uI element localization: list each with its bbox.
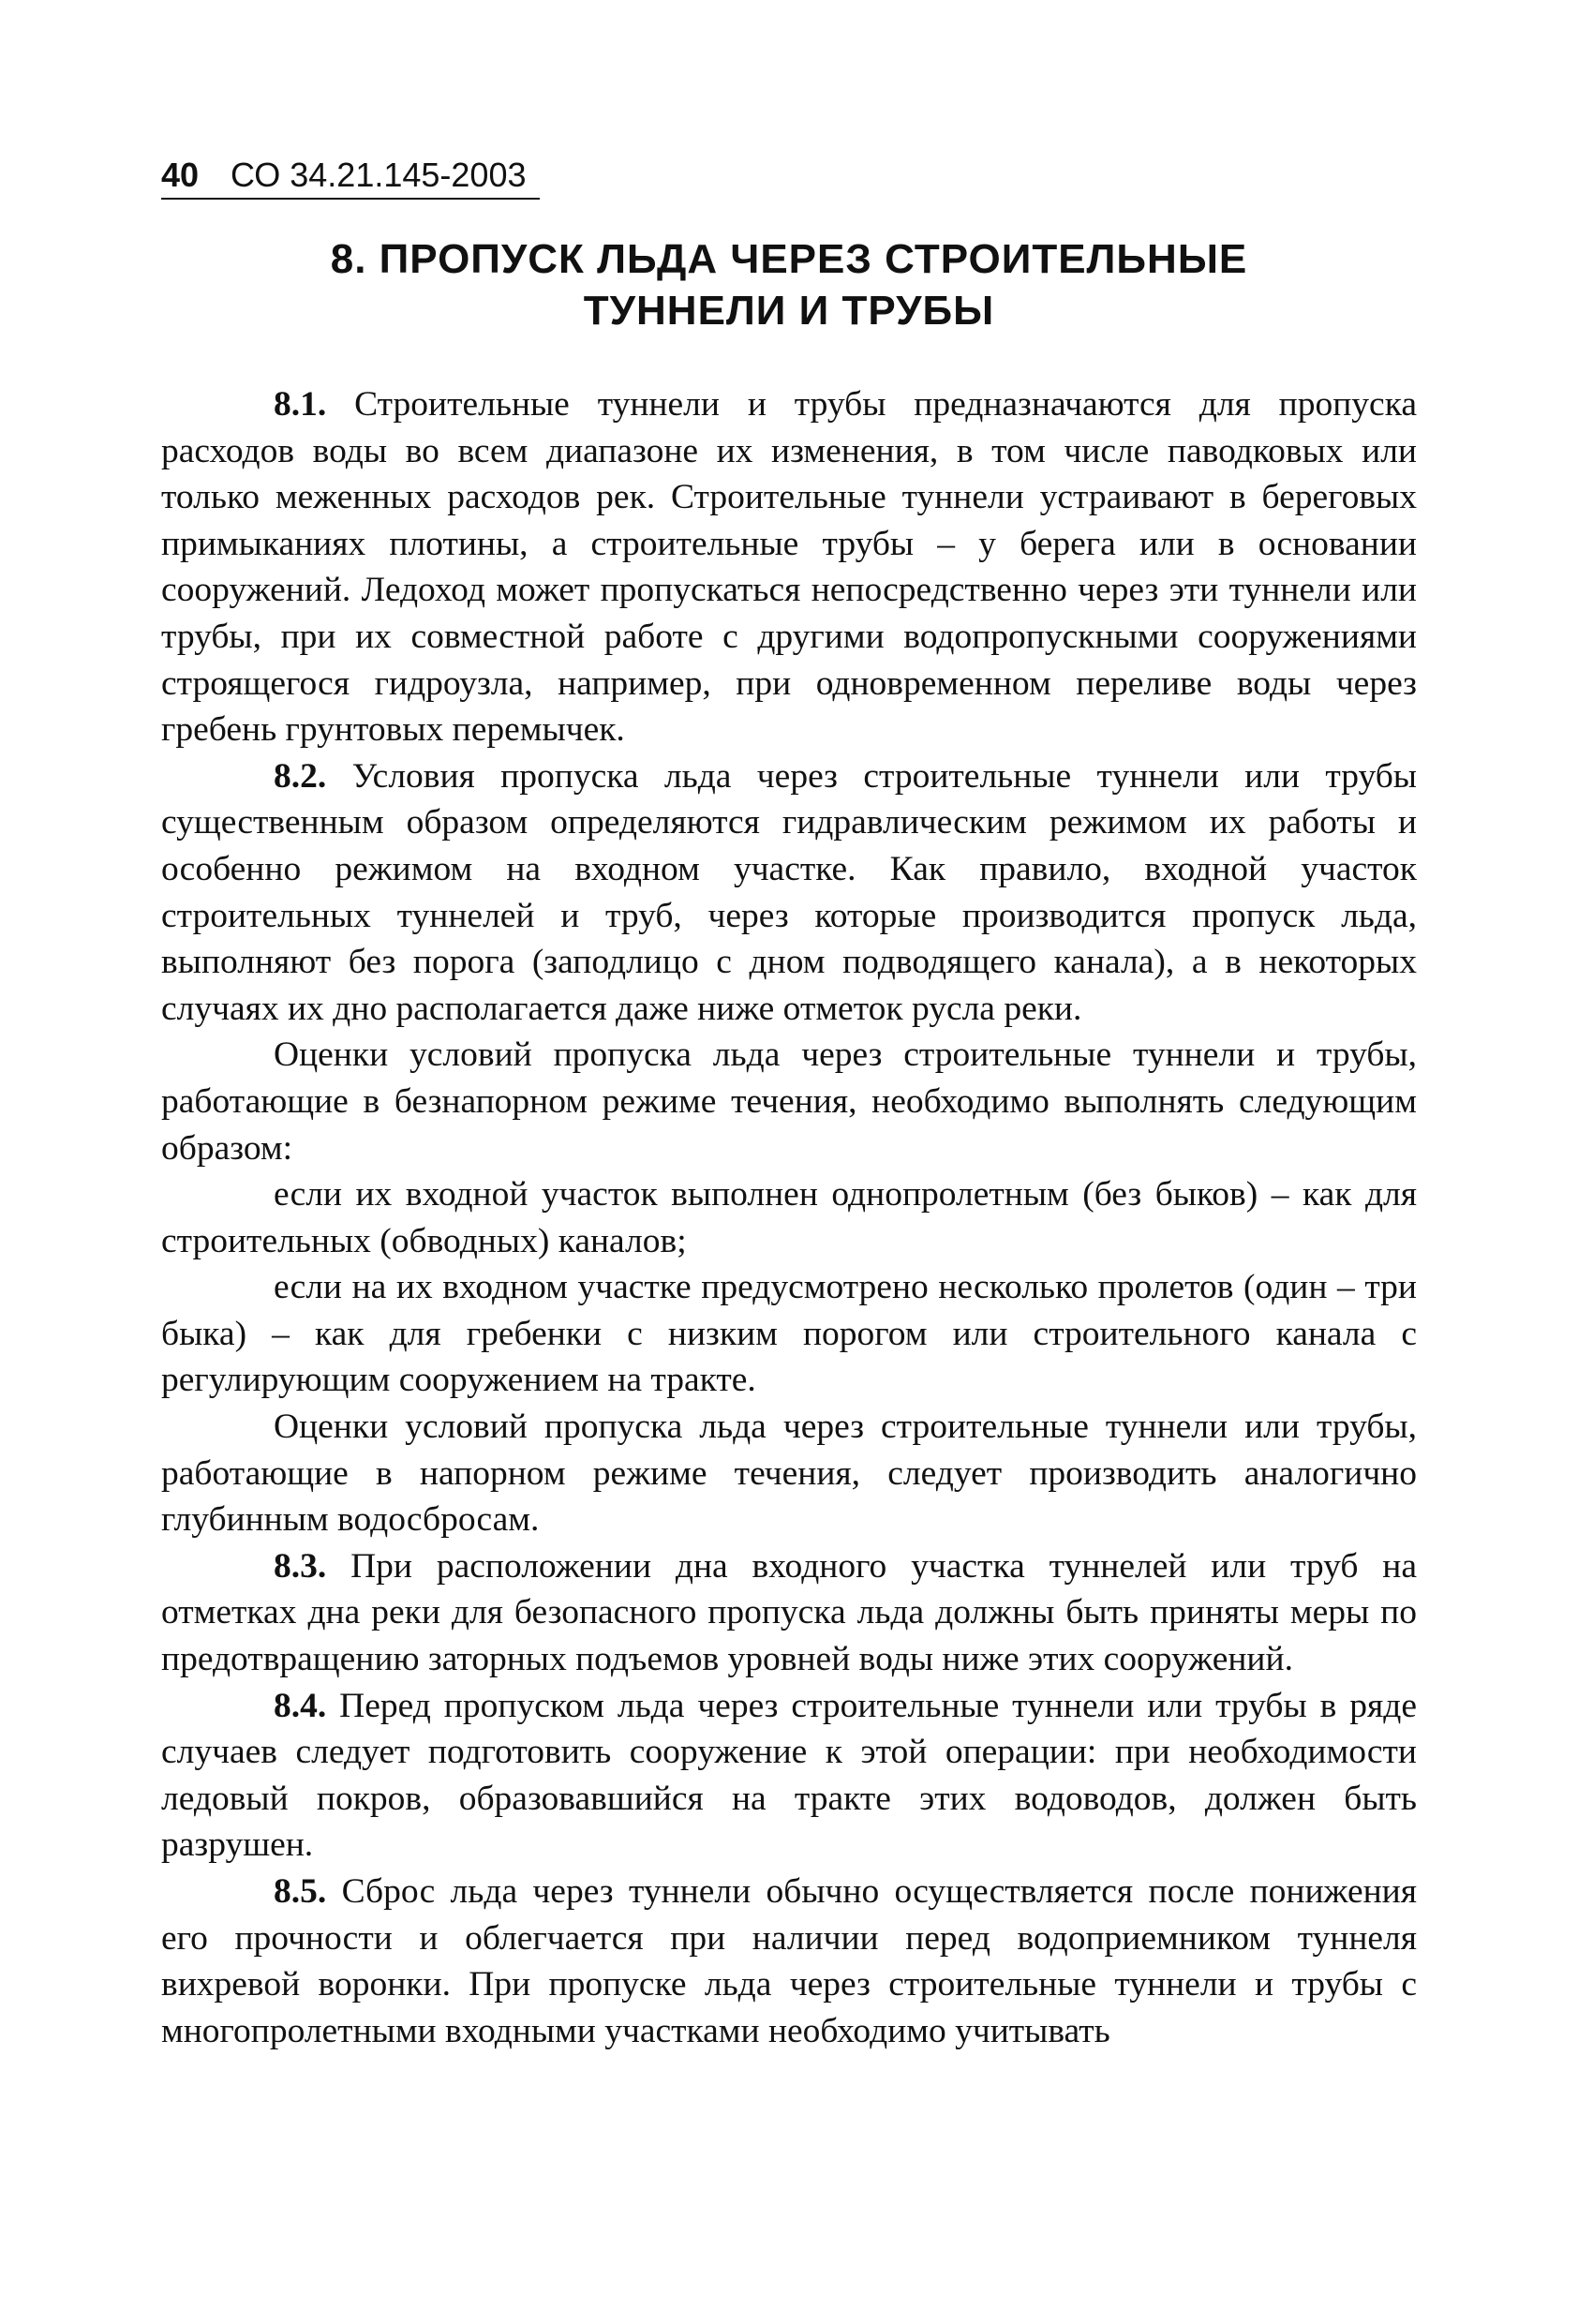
paragraph-text: Условия пропуска льда через строительные туннели или трубы существенным образом определяются гидравлическим режимом их работы и особенно режимом на входном участке. Как правило, входной участок строительных туннелей и труб, через которые производится пропуск льда, выполняют без порога (заподлицо с дном подводящего канала), а в некоторых случаях их дно располагается даже ниже отметок русла реки.	[161, 756, 1417, 1028]
paragraph-pressure-flow-assessment	[161, 1404, 1417, 1543]
paragraph-multi-span	[161, 1264, 1417, 1404]
paragraph-8-5	[161, 1869, 1417, 2054]
paragraph-8-2	[161, 753, 1417, 1033]
section-number: 8.4.	[274, 1686, 327, 1725]
page-number: 40	[161, 156, 200, 194]
document-code: СО 34.21.145-2003	[231, 156, 527, 194]
paragraph-text: если их входной участок выполнен однопролетным (без быков) – как для строительных (обводных) каналов;	[161, 1175, 1417, 1260]
paragraph-text: Сброс льда через туннели обычно осуществляется после понижения его прочности и облегчается при наличии перед водоприемником туннеля вихревой воронки. При пропуске льда через строительные туннели и трубы с многопролетными входными участками необходимо учитывать	[161, 1872, 1417, 2050]
paragraph-8-1	[161, 381, 1417, 753]
paragraph-text: Оценки условий пропуска льда через строительные туннели и трубы, работающие в безнапорном режиме течения, необходимо выполнять следующим образом:	[161, 1035, 1417, 1168]
section-number: 8.3.	[274, 1546, 327, 1586]
chapter-title	[161, 233, 1417, 336]
paragraph-8-4	[161, 1683, 1417, 1869]
document-page	[161, 155, 1417, 2054]
paragraph-free-flow-assessment	[161, 1032, 1417, 1171]
paragraph-text: При расположении дна входного участка туннелей или труб на отметках дна реки для безопасного пропуска льда должны быть приняты меры по предотвращению заторных подъемов уровней воды ниже этих сооружений.	[161, 1546, 1417, 1679]
paragraph-text: Строительные туннели и трубы предназначаются для пропуска расходов воды во всем диапазоне их изменения, в том числе паводковых или только меженных расходов рек. Строительные туннели устраивают в береговых примыканиях плотины, а строительные трубы – у берега или в основании сооружений. Ледоход может пропускаться непосредственно через эти туннели или трубы, при их совместной работе с другими водопропускными сооружениями строящегося гидроузла, например, при одновременном переливе воды через гребень грунтовых перемычек.	[161, 385, 1417, 750]
paragraph-text: Оценки условий пропуска льда через строительные туннели или трубы, работающие в напорном режиме течения, следует производить аналогично глубинным водосбросам.	[161, 1408, 1417, 1540]
paragraph-single-span	[161, 1171, 1417, 1264]
section-number: 8.5.	[274, 1872, 327, 1911]
running-header	[161, 155, 540, 200]
paragraph-text: если на их входном участке предусмотрено несколько пролетов (один – три быка) – как для гребенки с низким порогом или строительного канала с регулирующим сооружением на тракте.	[161, 1268, 1417, 1400]
section-number: 8.1.	[274, 385, 327, 424]
chapter-title-line-1: 8. ПРОПУСК ЛЬДА ЧЕРЕЗ СТРОИТЕЛЬНЫЕ	[330, 236, 1248, 282]
chapter-title-line-2: ТУННЕЛИ И ТРУБЫ	[583, 288, 995, 334]
body-text	[161, 381, 1417, 2054]
section-number: 8.2.	[274, 756, 327, 796]
paragraph-text: Перед пропуском льда через строительные туннели или трубы в ряде случаев следует подготовить сооружение к этой операции: при необходимости ледовый покров, образовавшийся на тракте этих водоводов, должен быть разрушен.	[161, 1686, 1417, 1865]
paragraph-8-3	[161, 1543, 1417, 1683]
